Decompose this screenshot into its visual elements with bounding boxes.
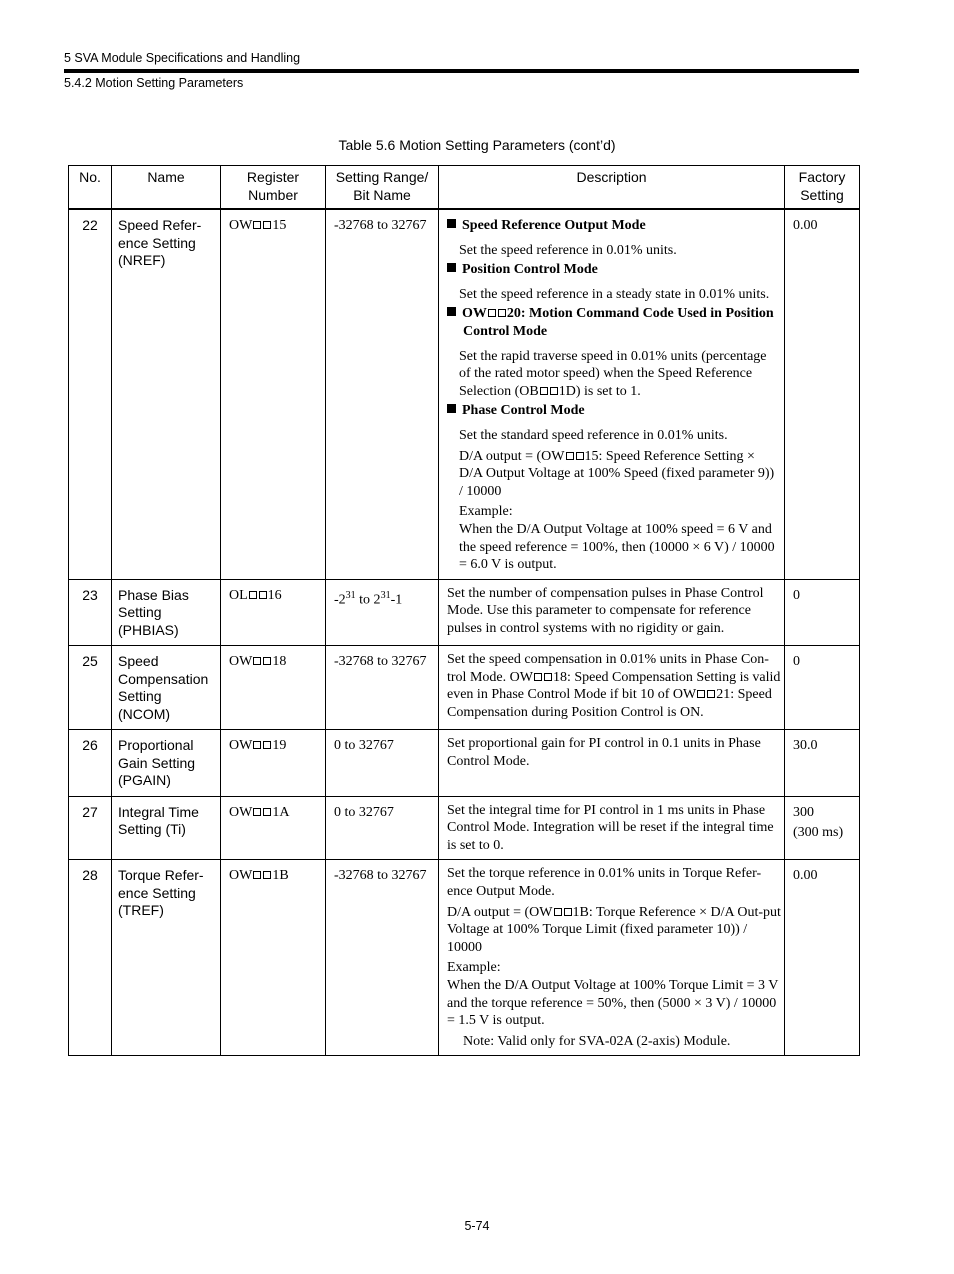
description-text: Set the speed compensation in 0.01% units in Phase Con-trol Mode. OW [447,652,769,685]
cell-name: Phase Bias Setting (PHBIAS) [112,579,221,646]
table-row [69,860,860,1056]
range-exponent: 31 [345,589,356,601]
column-header-description-label: Description [576,169,647,185]
range-text: -2 [334,592,346,608]
cell-description: Set the integral time for PI control in 1 ms units in Phase Control Mode. Integration will be reset if the integral time is set to 0. [439,796,785,860]
description-text: 1D) is set to 1. [558,383,641,399]
cell-range: -32768 to 32767 [326,209,439,579]
cell-factory-setting: 0.00 [785,860,860,1056]
cell-range: 0 to 32767 [326,796,439,860]
register-suffix: 1A [272,804,290,820]
column-header-description [439,166,785,210]
placeholder-box-icon [564,908,572,916]
placeholder-box-icon [566,452,574,460]
cell-name: Torque Refer-ence Setting (TREF) [112,860,221,1056]
header-rule [64,69,859,73]
mode-heading-text: Speed Reference Output Mode [462,218,646,233]
mode-heading-text: Phase Control Mode [462,403,585,419]
placeholder-box-icon [263,871,271,879]
cell-factory-setting: 0 [785,646,860,730]
column-header-factory [785,166,860,210]
placeholder-box-icon [263,808,271,816]
cell-name: Speed Compensation Setting (NCOM) [112,646,221,730]
register-prefix: OW [229,738,253,754]
cell-register [221,579,326,646]
mode-heading-text: OW [462,306,487,322]
black-square-bullet-icon [447,307,456,316]
mode-heading-continuation: Control Mode [463,323,548,339]
description-paragraph [447,348,781,401]
placeholder-box-icon [253,871,261,879]
column-header-factory-line2: Setting [800,187,844,203]
factory-value: 300 [793,804,814,820]
mode-heading [447,261,781,279]
example-label: Example: [459,504,513,520]
placeholder-box-icon [550,387,558,395]
description-paragraph: Set the speed reference in a steady state in 0.01% units. [459,286,770,302]
cell-description [439,860,785,1056]
black-square-bullet-icon [447,219,456,228]
mode-heading-text: Position Control Mode [462,262,598,278]
table-row [69,730,860,797]
column-header-range-line1: Setting Range/ [335,169,429,185]
description-text: 21: Speed Compensation during Position Control is ON. [447,687,772,720]
placeholder-box-icon [259,591,267,599]
running-header-chapter: 5 SVA Module Specifications and Handling [64,51,301,65]
table-caption: Table 5.6 Motion Setting Parameters (cont’d) [338,137,616,153]
description-text: D/A output = (OW [459,448,565,464]
column-header-no [69,166,112,210]
description-paragraph: Set the speed reference in 0.01% units. [459,242,677,258]
mode-heading [447,402,781,420]
register-suffix: 1B [272,868,289,884]
cell-range: 0 to 32767 [326,730,439,797]
column-header-no-label: No. [79,169,101,185]
cell-no: 25 [69,646,112,730]
example-label: Example: [447,960,501,976]
register-suffix: 15 [272,218,287,233]
mode-heading [447,217,781,235]
description-paragraph: Set the torque reference in 0.01% units in Torque Refer-ence Output Mode. [447,866,762,900]
cell-description [439,646,785,730]
cell-description [439,209,785,579]
placeholder-box-icon [498,309,506,317]
cell-register [221,860,326,1056]
mode-heading [447,305,781,323]
cell-register [221,796,326,860]
cell-no: 23 [69,579,112,646]
black-square-bullet-icon [447,404,456,413]
placeholder-box-icon [554,908,562,916]
cell-factory-setting [785,796,860,860]
placeholder-box-icon [253,221,261,229]
register-prefix: OW [229,218,253,233]
column-header-range-line2: Bit Name [353,187,411,203]
description-paragraph: Set the standard speed reference in 0.01% units. [459,427,728,443]
placeholder-box-icon [544,673,552,681]
register-suffix: 16 [267,587,282,603]
table-row [69,796,860,860]
column-header-name-label: Name [147,169,185,185]
description-paragraph [447,904,781,957]
description-text: 15: Speed Reference Setting × D/A Output Voltage at 100% Speed (fixed parameter 9)) / 10000 [459,448,775,499]
description-text: D/A output = (OW [447,904,553,920]
placeholder-box-icon [576,452,584,460]
cell-description: Set the number of compensation pulses in Phase Control Mode. Use this parameter to compensate for reference pulses in control systems with no rigidity or gain. [439,579,785,646]
placeholder-box-icon [253,808,261,816]
column-header-register-line2: Number [248,187,298,203]
example-text: When the D/A Output Voltage at 100% speed = 6 V and the speed reference = 100%, then (10000 × 6 V) / 10000 = 6.0 V is output. [459,521,775,573]
cell-no: 26 [69,730,112,797]
note-text: Note: Valid only for SVA-02A (2-axis) Module. [463,1033,731,1049]
column-header-register-line1: Register [246,169,300,185]
description-text: Set the rapid traverse speed in 0.01% units (percentage of the rated motor speed) when the Speed Reference Selection (OB [459,348,767,399]
range-text: -1 [390,592,403,608]
mode-heading-text-cont: 20: Motion Command Code Used in Position [506,306,774,322]
placeholder-box-icon [253,657,261,665]
cell-no: 28 [69,860,112,1056]
placeholder-box-icon [707,690,715,698]
register-prefix: OL [229,587,248,603]
placeholder-box-icon [534,673,542,681]
register-suffix: 19 [272,738,287,754]
register-prefix: OW [229,868,253,884]
cell-register [221,730,326,797]
table-row [69,646,860,730]
cell-register [221,209,326,579]
register-prefix: OW [229,804,253,820]
table-row [69,209,860,579]
black-square-bullet-icon [447,263,456,272]
cell-factory-setting: 0.00 [785,209,860,579]
cell-factory-setting: 30.0 [785,730,860,797]
table-header-row [69,166,860,210]
cell-name: Speed Refer-ence Setting (NREF) [112,209,221,579]
description-paragraph [447,448,781,501]
register-suffix: 18 [272,654,287,670]
factory-value-unit: (300 ms) [793,824,844,840]
placeholder-box-icon [263,221,271,229]
example-text: When the D/A Output Voltage at 100% Torque Limit = 3 V and the torque reference = 50%, then (5000 × 3 V) / 10000 = 1.5 V is output. [447,978,779,1029]
range-exponent: 31 [380,589,391,601]
cell-no: 22 [69,209,112,579]
page-number: 5-74 [464,1219,490,1233]
placeholder-box-icon [253,741,261,749]
register-prefix: OW [229,654,253,670]
description-text: 1B: Torque Reference × D/A Out-put Voltage at 100% Torque Limit (fixed parameter 10)) / 10000 [447,904,781,955]
cell-range: -32768 to 32767 [326,860,439,1056]
cell-range [326,579,439,646]
range-text: to 2 [355,592,381,608]
placeholder-box-icon [488,309,496,317]
column-header-range [326,166,439,210]
column-header-register [221,166,326,210]
cell-range: -32768 to 32767 [326,646,439,730]
cell-no: 27 [69,796,112,860]
cell-description: Set proportional gain for PI control in 0.1 units in Phase Control Mode. [439,730,785,797]
running-header-section: 5.4.2 Motion Setting Parameters [64,76,244,90]
column-header-name [112,166,221,210]
description-text: 18: Speed Compensation Setting is valid even in Phase Control Mode if bit 10 of OW [447,669,781,703]
placeholder-box-icon [697,690,705,698]
motion-setting-parameters-table [68,165,860,1056]
cell-factory-setting: 0 [785,579,860,646]
table-row [69,579,860,646]
placeholder-box-icon [540,387,548,395]
placeholder-box-icon [263,741,271,749]
placeholder-box-icon [249,591,257,599]
cell-name: Integral Time Setting (Ti) [112,796,221,860]
placeholder-box-icon [263,657,271,665]
column-header-factory-line1: Factory [798,169,846,185]
cell-register [221,646,326,730]
cell-name: Proportional Gain Setting (PGAIN) [112,730,221,797]
